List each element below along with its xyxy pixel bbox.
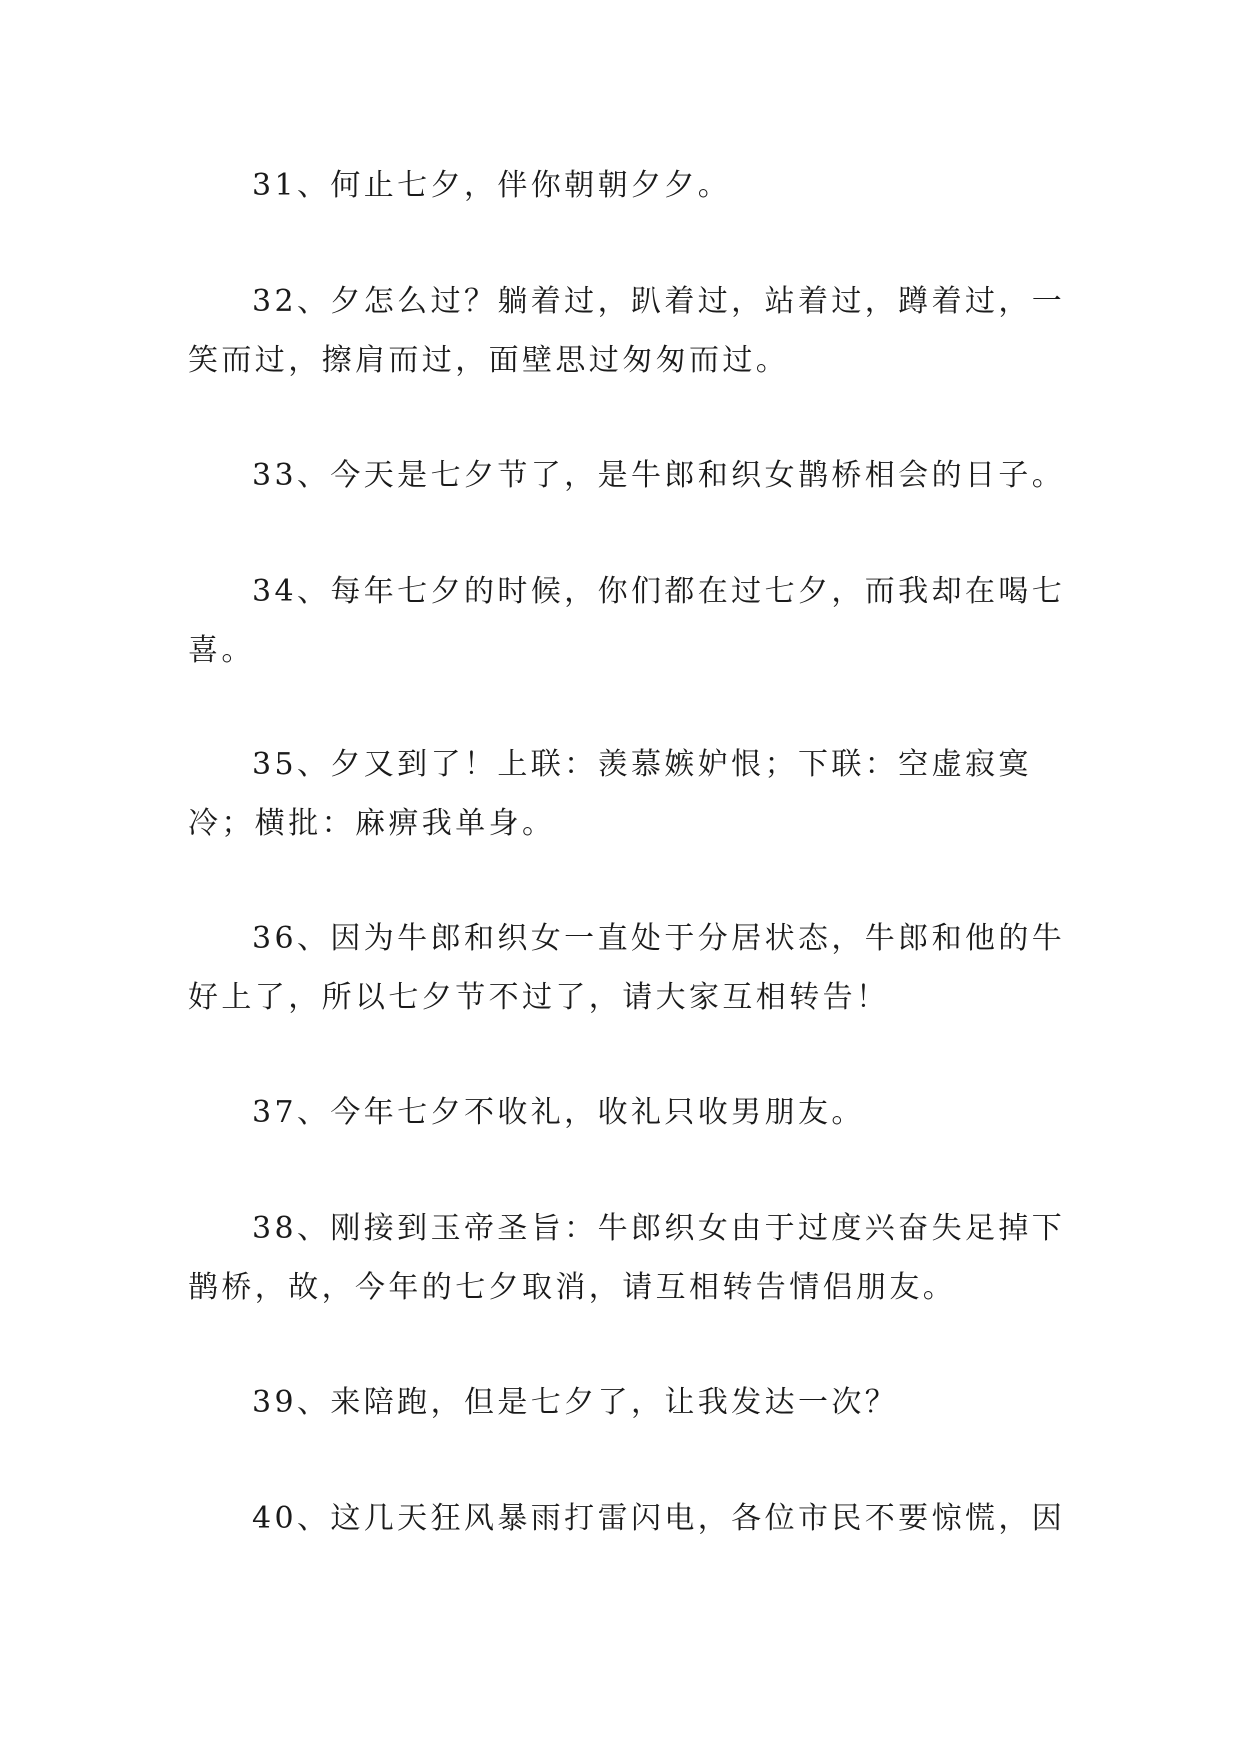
entry-40: 40、这几天狂风暴雨打雷闪电，各位市民不要惊慌，因 <box>252 1501 1066 1536</box>
entry-33: 33、今天是七夕节了，是牛郎和织女鹊桥相会的日子。 <box>252 458 1066 493</box>
entry-36: 36、因为牛郎和织女一直处于分居状态，牛郎和他的牛好上了，所以七夕节不过了，请大家互相转告！ <box>188 921 1066 1015</box>
entry-39: 39、来陪跑，但是七夕了，让我发达一次？ <box>252 1385 899 1420</box>
entry-32: 32、夕怎么过？躺着过，趴着过，站着过，蹲着过，一笑而过，擦肩而过，面壁思过匆匆而过。 <box>188 284 1066 378</box>
entry-34: 34、每年七夕的时候，你们都在过七夕，而我却在喝七喜。 <box>188 574 1066 668</box>
entry-37: 37、今年七夕不收礼，收礼只收男朋友。 <box>252 1095 865 1130</box>
entry-31: 31、何止七夕，伴你朝朝夕夕。 <box>252 168 732 203</box>
entry-38: 38、刚接到玉帝圣旨：牛郎织女由于过度兴奋失足掉下鹊桥，故，今年的七夕取消，请互相转告情侣朋友。 <box>188 1211 1066 1305</box>
entry-35: 35、夕又到了！上联：羡慕嫉妒恨；下联：空虚寂寞冷；横批：麻痹我单身。 <box>188 747 1032 841</box>
